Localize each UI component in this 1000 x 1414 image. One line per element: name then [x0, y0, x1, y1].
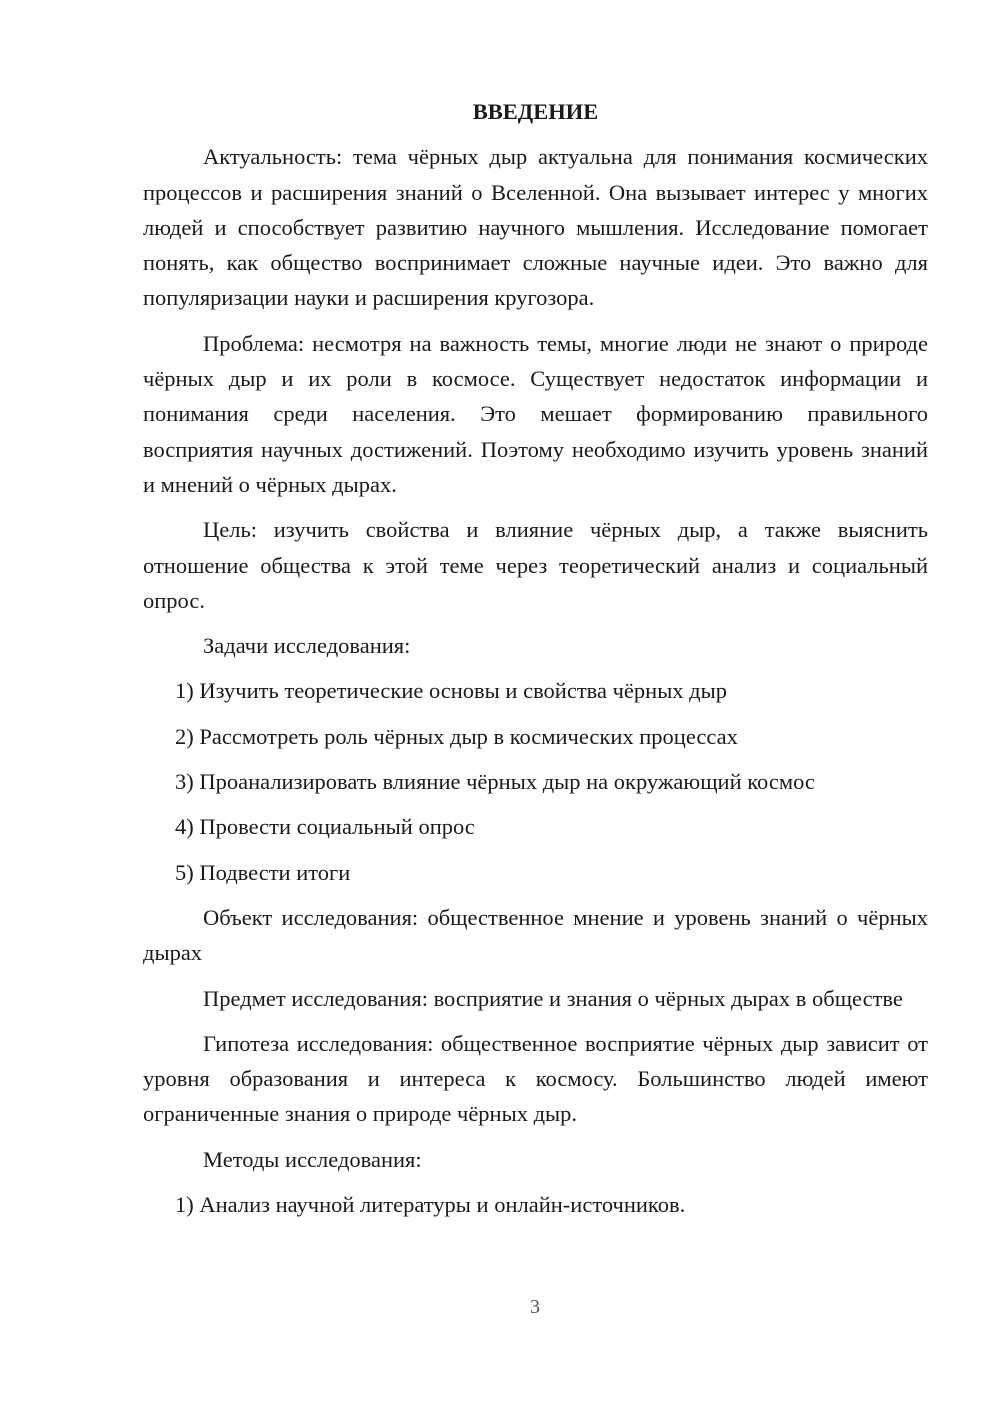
methods-list [143, 1187, 928, 1222]
hypothesis-paragraph: Гипотеза исследования: общественное восприятие чёрных дыр зависит от уровня образования и интереса к космосу. Большинство людей имеют ограниченные знания о природе чёрных дыр. [143, 1030, 928, 1127]
list-item: 3) Проанализировать влияние чёрных дыр на окружающий космос [175, 769, 815, 795]
relevance-paragraph: Актуальность: тема чёрных дыр актуальна для понимания космических процессов и расширения знаний о Вселенной. Она вызывает интерес у многих людей и способствует развитию научного мышления. Исследование помогает понять, как общество воспринимает сложные научные идеи. Это важно для популяризации науки и расширения кругозора. [143, 144, 928, 311]
list-item: 1) Анализ научной литературы и онлайн-источников. [175, 1192, 686, 1218]
methods-label: Методы исследования: [203, 1146, 422, 1172]
subject-paragraph: Предмет исследования: восприятие и знания о чёрных дырах в обществе [203, 985, 903, 1011]
page-number: 3 [530, 1296, 540, 1318]
list-item: 2) Рассмотреть роль чёрных дыр в космических процессах [175, 723, 738, 749]
tasks-list [143, 673, 928, 889]
goal-paragraph: Цель: изучить свойства и влияние чёрных дыр, а также выяснить отношение общества к этой теме через теоретический анализ и социальный опрос. [143, 517, 928, 613]
list-item: 5) Подвести итоги [175, 859, 351, 885]
tasks-label: Задачи исследования: [203, 633, 411, 659]
list-item: 1) Изучить теоретические основы и свойства чёрных дыр [175, 678, 727, 704]
list-item: 4) Провести социальный опрос [175, 814, 475, 840]
object-paragraph: Объект исследования: общественное мнение и уровень знаний о чёрных дырах [143, 904, 928, 966]
problem-paragraph: Проблема: несмотря на важность темы, многие люди не знают о природе чёрных дыр и их роли в космосе. Существует недостаток информации и понимания среди населения. Это мешает формированию правильного восприятия научных достижений. Поэтому необходимо изучить уровень знаний и мнений о чёрных дырах. [143, 330, 928, 497]
document-page [143, 94, 928, 1222]
section-heading: ВВЕДЕНИЕ [472, 99, 599, 124]
